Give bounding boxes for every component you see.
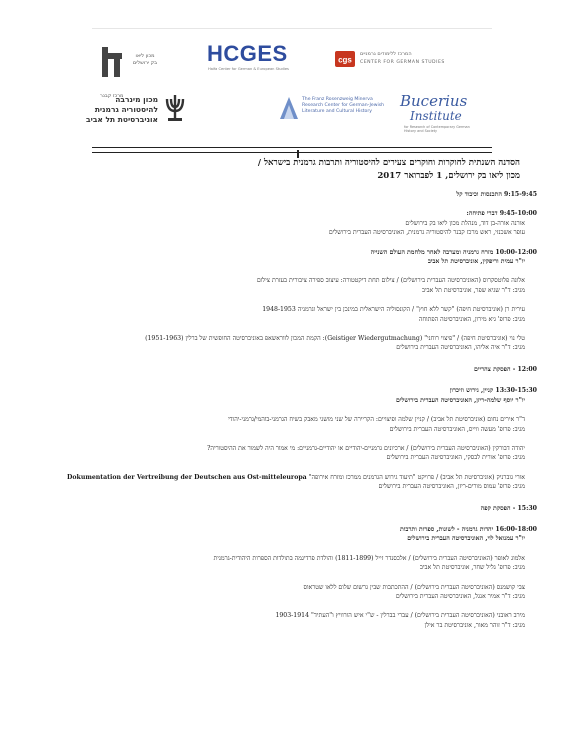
talk-text: צבי קושמנס (האוניברסיטה העברית בירושלים) / ההתכתבות שבין גרשום שלום ללאו שטראוס: [303, 583, 525, 591]
talk-german-title: Dokumentation der Vertreibung der Deutschen aus Ost-mitteleuropa: [67, 473, 307, 481]
bucerius-logo: Bucerius: [400, 92, 468, 110]
session-1: [40, 248, 537, 257]
speaker-line: אורנה אורה-בן דוד, מנהלת מכון ליאו בק בירושלים: [405, 219, 525, 227]
lunch-break: [40, 365, 537, 374]
break-label: - הפסקת קפה: [480, 504, 516, 512]
talk-text: מירב ראובני (האוניברסיטה העברית בירושלים) / עברי בברלין - ש"י איש הורוויץ ו"העתיד" 1903-1914: [275, 612, 525, 620]
talk-text: ד"ר אירים נחום (אוניברסיטת תל אביב) / קניין שלמה ופיצויים: הקריירה של שני מושגי מאבק בשיח הגרמני-בוהמי/גרמני-יהודי: [228, 416, 525, 424]
session-2: [40, 386, 537, 395]
talk-text: טלי נוי (אוניברסיטת חיפה) / "פיצוי רוחני" (Geistiger Wiedergutmachung): הקמת המכון לווראשאפ באוניברסיטה החופשית של ברלין (1951-1963): [145, 335, 525, 343]
session-time: 16:00-18:00: [495, 525, 537, 533]
session-chair: יו"ר עמית וריפקין, אוניברסיטת תל אביב: [427, 258, 525, 266]
cgs-hebrew-text: המרכז ללימודים גרמניים: [360, 51, 412, 57]
talk-respondent: מגיב: ד"ר איה אליהו, האוניברסיטה העברית בירושלים: [396, 344, 525, 352]
logo-bar: [86, 28, 492, 139]
session-title: יהדות גרמניה - לשונות, ספרות ותרבות: [400, 525, 494, 533]
talk-respondent: מגיב: ד"ר זוהר מאור, אוניברסיטת בר אילן: [424, 621, 525, 629]
talk-respondent: מגיב: ד"ר שגיא שפר, אוניברסיטת תל אביב: [421, 286, 525, 294]
session-time: 10:00-12:00: [495, 248, 537, 256]
talk-respondent: מגיב: פרופ' אורית לבסקי, האוניברסיטה העברית בירושלים: [386, 454, 525, 462]
leo-baeck-text: מכון ליאו בק ירושלים: [132, 53, 158, 66]
koebner-text: מרכז קבנר: [100, 93, 124, 99]
svg-text:cgs: cgs: [338, 55, 352, 65]
cgs-english-text: CENTER FOR GERMAN STUDIES: [360, 60, 445, 65]
hcges-subtitle: Haifa Center for German & European Studies: [208, 67, 289, 71]
minerva-hebrew-line-3: אוניברסיטת תל אביב: [86, 115, 158, 124]
session-chair: יו"ר יוסף שלמה-ריזן, האוניברסיטה העברית בירושלים: [395, 396, 525, 404]
break-time: 12:00: [517, 365, 537, 373]
talk-item: [40, 305, 537, 324]
bucerius-institute: Institute: [410, 109, 462, 123]
cgs-emblem-icon: [335, 51, 355, 67]
talk-respondent: מגיב: ד"ר אמיר אנגל, האוניברסיטה העברית בירושלים: [395, 592, 525, 600]
break-label: - הפסקת צהריים: [473, 365, 516, 373]
talk-respondent: מגיב: פרופ' מעשה ווייס, האוניברסיטה העברית בירושלים: [389, 425, 525, 433]
talk-respondent: מגיב: פרופ' גליל שחר, אוניברסיטת תל אביב: [419, 564, 525, 572]
talk-text: יהודה דבורקין (האוניברסיטה העברית בירושלים) / ארכיונים גרמניים-יהודיים או יהודיים-גרמניים: מי אמור היה לשמור את ההיסטוריה?: [207, 444, 525, 452]
break-time: 15:30: [517, 504, 537, 512]
speaker-line: עופר אשכנזי, ראש מרכז קבנר להיסטוריה גרמנית, האוניברסיטה העברית בירושלים: [328, 229, 525, 237]
talk-text: אלמוג לאופר (האוניברסיטה העברית בירושלים) / אלכסנדר זייל (1811-1899) והולדת פרדיגמה בתולדות הספרות היהודית-גרמנית: [213, 554, 525, 562]
rosenzweig-text: The Franz Rosenzweig Minerva Research Center for German-Jewish Literature and Cultural History: [302, 97, 385, 114]
talk-respondent: מגיב: פרופ' גיא מירון, האוניברסיטה הפתוחה: [418, 315, 525, 323]
session-chair: יו"ר עמנואל לוי, האוניברסיטה העברית בירושלים: [407, 535, 525, 543]
talk-item: [40, 444, 537, 463]
talk-item: [40, 583, 537, 602]
session-title: מזרח גרמניה ומערבה לאחר מלחמת העולם השנייה: [370, 248, 494, 256]
header-rule: [92, 147, 492, 153]
session-3: [40, 525, 537, 534]
schedule: [40, 190, 537, 630]
talk-item: [40, 276, 537, 295]
session-title: דברי פתיחה:: [466, 210, 498, 218]
talk-text: אורי גוברניק (אוניברסיטת תל אביב) / פרויקט "תיעוד גירוש הגרמנים ממרכז ומזרח אירופה": [308, 473, 525, 481]
talk-text: אלונה פלוטסקרוס (האוניברסיטה העברית בירושלים) / צילום תחת דיקטטורה: עיצוב ספירה ציבורית בעזרת צילום: [256, 277, 525, 285]
session-opening: [40, 190, 537, 199]
session-title: התכנסות וכיבוד קל: [456, 191, 502, 198]
leo-baeck-emblem-icon: [100, 45, 126, 81]
talk-item: [40, 415, 537, 434]
session-time: 9:45-10:00: [499, 210, 537, 218]
tau-minerva-emblem: [162, 91, 188, 123]
coffee-break: [40, 504, 537, 513]
talk-item: [40, 473, 537, 492]
minerva-hebrew-line-2: להיסטוריה גרמנית: [94, 105, 158, 114]
talk-respondent: מגיב: פרופ' עמוס מורים-ריזן, האוניברסיטה העברית בירושלים: [378, 483, 525, 491]
menorah-icon: [162, 91, 188, 123]
rosenzweig-emblem: [278, 95, 300, 121]
talk-item: [40, 554, 537, 573]
leo-baeck-logo: [100, 45, 126, 81]
cgs-logo: [335, 51, 355, 67]
document-title: [60, 157, 520, 183]
session-time: 9:15-9:45: [504, 191, 537, 198]
bucerius-subtitle: for Research of Contemporary German History and Society: [404, 125, 470, 134]
session-title: קניין, גירוש וזיכרון: [449, 387, 494, 395]
minerva-hebrew-line-1: מכון מינרבה: [115, 95, 158, 104]
talk-item: [40, 334, 537, 353]
hcges-logo: HCGES: [207, 41, 288, 66]
rosenzweig-emblem-icon: [278, 95, 300, 121]
talk-text: עירית רן (אוניברסיטת חיפה) "קשר ללא חוץ" / הקונסוליה הישראלית במינכן בין ישראל וגרמניה 1948-1953: [262, 306, 525, 314]
session-time: 13:30-15:30: [495, 387, 537, 395]
talk-item: [40, 611, 537, 630]
session-greetings: [40, 209, 537, 218]
title-line-1: הסדנה השנתית לחוקרות וחוקרים צעירים להיסטוריה ותרבות גרמנית בישראל /: [257, 158, 520, 168]
title-line-2: מכון ליאו בק ירושלים, 1 לפברואר 2017: [377, 171, 520, 181]
